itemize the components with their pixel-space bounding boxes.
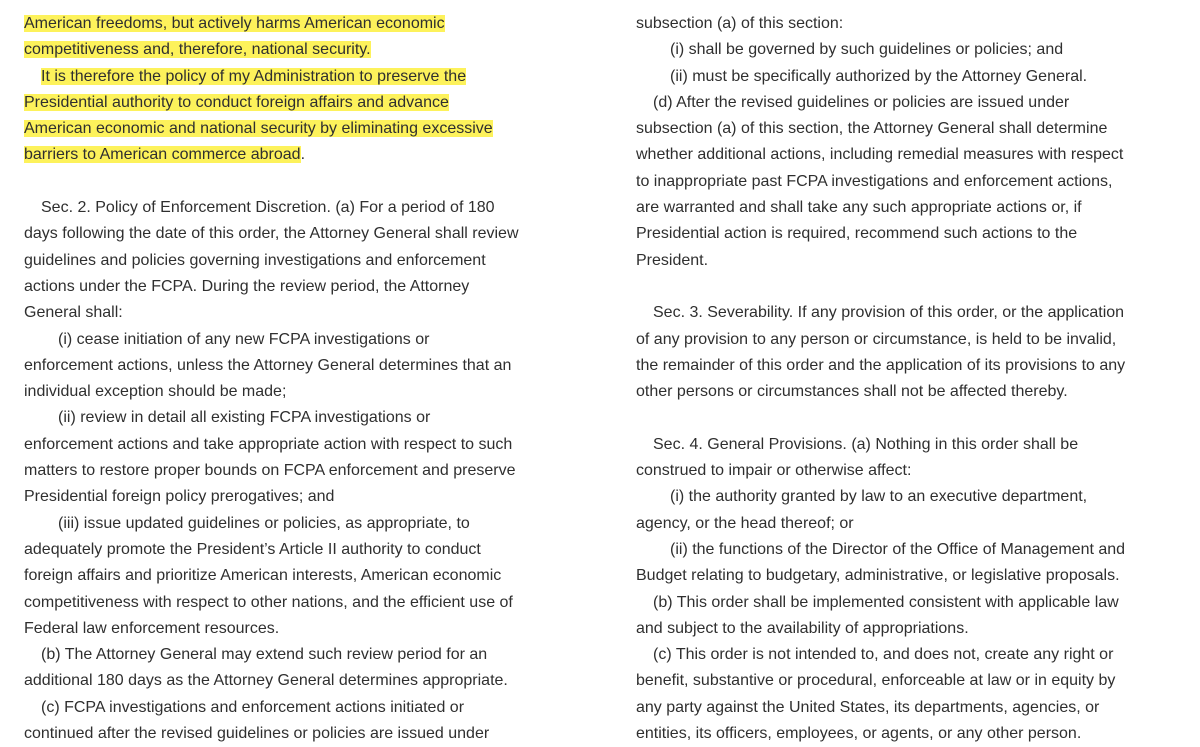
line-text-tail: . bbox=[300, 146, 306, 164]
text-line bbox=[24, 379, 584, 405]
line-text: (i) cease initiation of any new FCPA investigations or bbox=[58, 330, 430, 348]
text-line bbox=[636, 248, 1188, 274]
line-text: enforcement actions, unless the Attorney General determines that an bbox=[24, 356, 512, 374]
text-line bbox=[24, 353, 584, 379]
text-line bbox=[636, 590, 1188, 616]
text-line bbox=[24, 721, 584, 747]
line-text: (b) The Attorney General may extend such review period for an bbox=[41, 646, 488, 664]
text-line bbox=[24, 668, 584, 694]
text-line bbox=[636, 458, 1188, 484]
right-column bbox=[636, 11, 1188, 747]
line-text: Budget relating to budgetary, administrative, or legislative proposals. bbox=[636, 567, 1120, 585]
line-text: additional 180 days as the Attorney General determines appropriate. bbox=[24, 672, 508, 690]
text-line bbox=[636, 353, 1188, 379]
text-line bbox=[24, 300, 584, 326]
text-line bbox=[636, 195, 1188, 221]
text-line bbox=[24, 327, 584, 353]
line-text: (i) the authority granted by law to an executive department, bbox=[670, 488, 1088, 506]
line-text: enforcement actions and take appropriate action with respect to such bbox=[24, 435, 513, 453]
text-line bbox=[636, 668, 1188, 694]
text-line bbox=[636, 432, 1188, 458]
text-line bbox=[636, 221, 1188, 247]
line-text: to inappropriate past FCPA investigations and enforcement actions, bbox=[636, 172, 1113, 190]
line-text: subsection (a) of this section, the Attorney General shall determine bbox=[636, 120, 1108, 138]
line-text: (c) FCPA investigations and enforcement actions initiated or bbox=[41, 698, 465, 716]
text-line bbox=[24, 616, 584, 642]
text-line bbox=[636, 300, 1188, 326]
text-line bbox=[24, 537, 584, 563]
highlighted-text-line bbox=[24, 11, 584, 37]
text-line bbox=[636, 327, 1188, 353]
text-line bbox=[24, 274, 584, 300]
paragraph-spacer bbox=[24, 169, 584, 195]
line-text: Sec. 4. General Provisions. (a) Nothing in this order shall be bbox=[653, 435, 1079, 453]
line-text: It is therefore the policy of my Administration to preserve the bbox=[41, 67, 467, 85]
text-line bbox=[24, 458, 584, 484]
text-line bbox=[636, 37, 1188, 63]
highlighted-text-line bbox=[24, 116, 584, 142]
text-line bbox=[636, 537, 1188, 563]
line-text: competitiveness with respect to other nations, and the efficient use of bbox=[24, 593, 513, 611]
text-line bbox=[636, 90, 1188, 116]
line-text: President. bbox=[636, 251, 709, 269]
highlighted-text-line bbox=[24, 64, 584, 90]
line-text: guidelines and policies governing investigations and enforcement bbox=[24, 251, 486, 269]
line-text: (i) shall be governed by such guidelines or policies; and bbox=[670, 41, 1064, 59]
text-line bbox=[24, 405, 584, 431]
line-text: Presidential action is required, recommend such actions to the bbox=[636, 225, 1078, 243]
line-text: subsection (a) of this section: bbox=[636, 15, 844, 32]
line-text: whether additional actions, including remedial measures with respect bbox=[636, 146, 1124, 164]
text-line bbox=[636, 379, 1188, 405]
line-text: (ii) the functions of the Director of the Office of Management and bbox=[670, 540, 1126, 558]
line-text: days following the date of this order, the Attorney General shall review bbox=[24, 225, 519, 243]
line-text: Presidential foreign policy prerogatives; and bbox=[24, 488, 335, 506]
text-line bbox=[636, 721, 1188, 747]
line-text: matters to restore proper bounds on FCPA enforcement and preserve bbox=[24, 462, 516, 480]
text-line bbox=[24, 432, 584, 458]
line-text: Sec. 2. Policy of Enforcement Discretion. (a) For a period of 180 bbox=[41, 199, 495, 217]
text-line bbox=[636, 11, 1188, 37]
text-line bbox=[636, 563, 1188, 589]
line-text: (d) After the revised guidelines or policies are issued under bbox=[653, 93, 1070, 111]
text-line bbox=[24, 563, 584, 589]
text-line bbox=[24, 511, 584, 537]
line-text: Federal law enforcement resources. bbox=[24, 619, 280, 637]
text-line bbox=[636, 64, 1188, 90]
text-line bbox=[636, 116, 1188, 142]
highlighted-text-line bbox=[24, 90, 584, 116]
text-line bbox=[24, 695, 584, 721]
line-text: Presidential authority to conduct foreign affairs and advance bbox=[24, 93, 449, 111]
text-line bbox=[24, 195, 584, 221]
left-column bbox=[24, 11, 584, 747]
text-line bbox=[636, 511, 1188, 537]
line-text: construed to impair or otherwise affect: bbox=[636, 462, 912, 480]
line-text: of any provision to any person or circumstance, is held to be invalid, bbox=[636, 330, 1117, 348]
text-line bbox=[636, 642, 1188, 668]
line-text: (iii) issue updated guidelines or policies, as appropriate, to bbox=[58, 514, 470, 532]
line-text: American economic and national security by eliminating excessive bbox=[24, 120, 493, 138]
text-line bbox=[24, 590, 584, 616]
paragraph-spacer bbox=[636, 405, 1188, 431]
text-line bbox=[636, 169, 1188, 195]
line-text: and subject to the availability of appropriations. bbox=[636, 619, 969, 637]
line-text: adequately promote the President’s Article II authority to conduct bbox=[24, 540, 481, 558]
line-text: American freedoms, but actively harms American economic bbox=[24, 15, 445, 32]
highlighted-text-line bbox=[24, 37, 584, 63]
line-text: continued after the revised guidelines or policies are issued under bbox=[24, 725, 490, 743]
line-text: individual exception should be made; bbox=[24, 383, 287, 401]
highlighted-text-line bbox=[24, 142, 584, 168]
line-text: actions under the FCPA. During the review period, the Attorney bbox=[24, 277, 470, 295]
line-text: the remainder of this order and the application of its provisions to any bbox=[636, 356, 1126, 374]
text-line bbox=[636, 616, 1188, 642]
line-text: foreign affairs and prioritize American interests, American economic bbox=[24, 567, 502, 585]
text-line bbox=[636, 142, 1188, 168]
paragraph-spacer bbox=[636, 274, 1188, 300]
line-text: entities, its officers, employees, or agents, or any other person. bbox=[636, 725, 1082, 743]
text-line bbox=[24, 642, 584, 668]
line-text: other persons or circumstances shall not be affected thereby. bbox=[636, 383, 1068, 401]
text-line bbox=[24, 248, 584, 274]
line-text: barriers to American commerce abroad bbox=[24, 146, 301, 164]
line-text: competitiveness and, therefore, national security. bbox=[24, 41, 371, 59]
line-text: (c) This order is not intended to, and does not, create any right or bbox=[653, 646, 1114, 664]
line-text: General shall: bbox=[24, 304, 123, 322]
line-text: any party against the United States, its departments, agencies, or bbox=[636, 698, 1100, 716]
line-text: are warranted and shall take any such appropriate actions or, if bbox=[636, 199, 1082, 217]
line-text: (ii) must be specifically authorized by the Attorney General. bbox=[670, 67, 1088, 85]
text-line bbox=[636, 695, 1188, 721]
line-text: benefit, substantive or procedural, enforceable at law or in equity by bbox=[636, 672, 1116, 690]
line-text: (ii) review in detail all existing FCPA investigations or bbox=[58, 409, 431, 427]
text-line bbox=[636, 484, 1188, 510]
line-text: Sec. 3. Severability. If any provision of this order, or the application bbox=[653, 304, 1125, 322]
line-text: agency, or the head thereof; or bbox=[636, 514, 854, 532]
text-line bbox=[24, 221, 584, 247]
text-line bbox=[24, 484, 584, 510]
line-text: (b) This order shall be implemented consistent with applicable law bbox=[653, 593, 1119, 611]
